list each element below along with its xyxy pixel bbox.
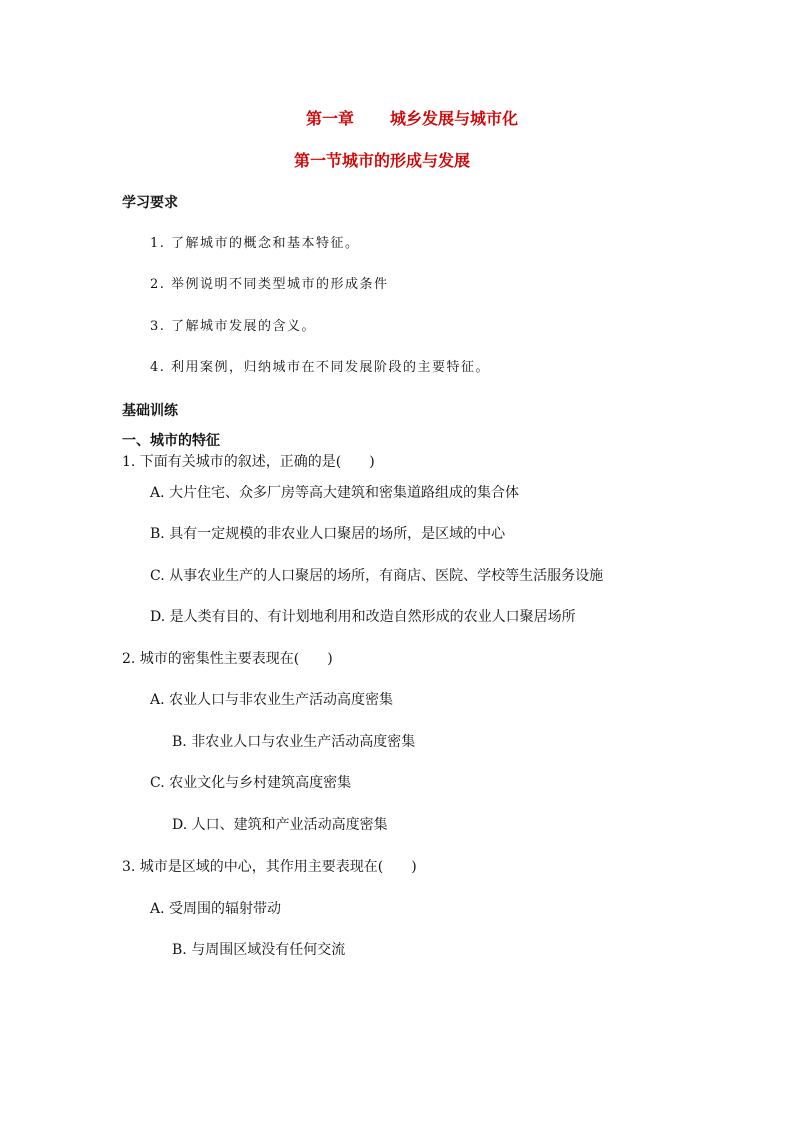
chapter-number: 第一章 <box>306 109 355 128</box>
question-option: A. 农业人口与非农业生产活动高度密集 <box>150 692 394 708</box>
basic-training-heading: 基础训练 <box>122 403 178 419</box>
chapter-title <box>306 106 518 129</box>
question-option: B. 与周围区域没有任何交流 <box>172 942 346 958</box>
question-option: B. 非农业人口与农业生产活动高度密集 <box>172 734 416 750</box>
requirement-item: 4. 利用案例，归纳城市在不同发展阶段的主要特征。 <box>150 360 491 375</box>
question-option: A. 大片住宅、众多厂房等高大建筑和密集道路组成的集合体 <box>150 485 520 501</box>
question-option: C. 从事农业生产的人口聚居的场所，有商店、医院、学校等生活服务设施 <box>150 568 604 584</box>
question-option: D. 人口、建筑和产业活动高度密集 <box>172 817 388 833</box>
learning-requirements-heading: 学习要求 <box>122 195 178 211</box>
question-stem: 1. 下面有关城市的叙述，正确的是( ) <box>122 454 375 470</box>
part-one-heading: 一、城市的特征 <box>122 433 220 449</box>
question-option: B. 具有一定规模的非农业人口聚居的场所，是区域的中心 <box>150 526 506 542</box>
section-title: 第一节城市的形成与发展 <box>294 151 471 170</box>
requirement-item: 2. 举例说明不同类型城市的形成条件 <box>150 277 389 292</box>
chapter-name: 城乡发展与城市化 <box>390 109 519 128</box>
question-option: D. 是人类有目的、有计划地利用和改造自然形成的农业人口聚居场所 <box>150 609 576 625</box>
requirement-item: 1. 了解城市的概念和基本特征。 <box>150 236 360 251</box>
question-stem: 3. 城市是区域的中心，其作用主要表现在( ) <box>122 859 417 875</box>
question-option: A. 受周围的辐射带动 <box>150 901 282 917</box>
question-stem: 2. 城市的密集性主要表现在( ) <box>122 651 333 667</box>
requirement-item: 3. 了解城市发展的含义。 <box>150 319 317 334</box>
question-option: C. 农业文化与乡村建筑高度密集 <box>150 775 352 791</box>
